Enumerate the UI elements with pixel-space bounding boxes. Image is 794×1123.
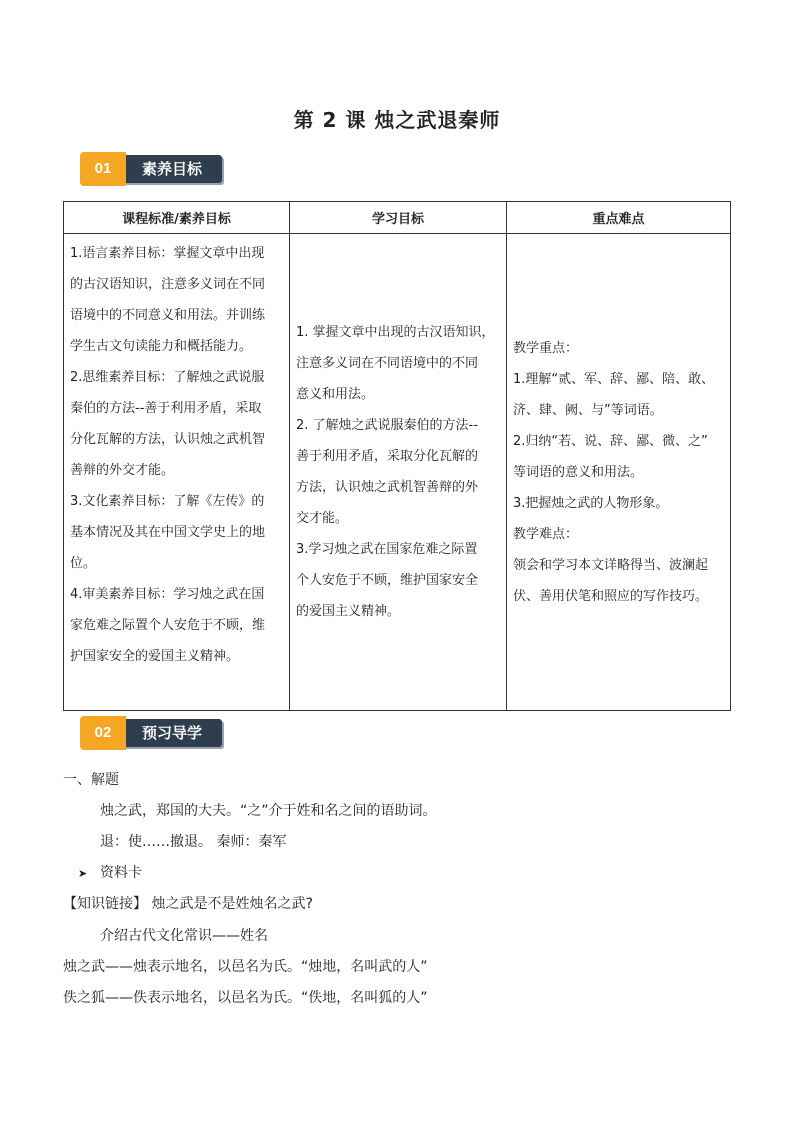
- table-row: [64, 234, 731, 711]
- header-standards: 课程标准/素养目标: [64, 202, 290, 234]
- bullet-item: [78, 863, 142, 884]
- paragraph: 退：使……撤退。 秦师：秦军: [100, 834, 287, 850]
- section-number: 02: [80, 716, 126, 750]
- cell-line: 1.理解“贰、军、辞、鄙、陪、敢、: [513, 371, 715, 387]
- cell-line: 1. 掌握文章中出现的古汉语知识，: [296, 325, 495, 340]
- cell-line: 2.思维素养目标：了解烛之武说服: [70, 370, 265, 385]
- cell-line: 3.文化素养目标：了解《左传》的: [70, 494, 265, 509]
- cell-line: 教学重点：: [513, 340, 579, 356]
- section-label: 素养目标: [122, 155, 222, 183]
- cell-line: 的古汉语知识，注意多义词在不同: [70, 277, 266, 292]
- cell-line: 分化瓦解的方法，认识烛之武机智: [70, 432, 266, 447]
- header-key-points: 重点难点: [507, 202, 731, 234]
- cell-line: 4.审美素养目标：学习烛之武在国: [70, 587, 265, 602]
- section-header-preview: [80, 716, 230, 750]
- standards-cell: [64, 234, 290, 711]
- heading-explanation: 一、解题: [63, 772, 119, 788]
- cell-line: 领会和学习本文详略得当、波澜起: [513, 557, 709, 573]
- goals-table: [63, 201, 731, 711]
- cell-line: 伏、善用伏笔和照应的写作技巧。: [513, 588, 709, 604]
- cell-line: 学生古文句读能力和概括能力。: [70, 339, 253, 354]
- cell-line: 济、肆、阙、与”等词语。: [513, 402, 663, 418]
- cell-line: 家危难之际置个人安危于不顾，维: [70, 618, 266, 633]
- cell-line: 秦伯的方法--善于利用矛盾，采取: [70, 401, 262, 416]
- cell-line: 2. 了解烛之武说服秦伯的方法--: [296, 418, 478, 433]
- arrow-bullet-icon: ➤: [78, 867, 88, 880]
- section-label: 预习导学: [122, 719, 222, 747]
- paragraph: 佚之狐——佚表示地名，以邑名为氏。“佚地，名叫狐的人”: [63, 990, 428, 1006]
- paragraph: 介绍古代文化常识——姓名: [100, 928, 268, 944]
- learning-goals-cell: [290, 234, 507, 711]
- cell-line: 2.归纳“若、说、辞、鄙、微、之”: [513, 433, 708, 449]
- cell-line: 意义和用法。: [296, 387, 375, 402]
- cell-line: 善于利用矛盾，采取分化瓦解的: [296, 449, 479, 464]
- paragraph: 烛之武——烛表示地名，以邑名为氏。“烛地，名叫武的人”: [63, 959, 428, 975]
- cell-line: 注意多义词在不同语境中的不同: [296, 356, 479, 371]
- cell-line: 的爱国主义精神。: [296, 604, 401, 619]
- cell-line: 位。: [70, 556, 97, 571]
- cell-line: 3.学习烛之武在国家危难之际置: [296, 542, 478, 557]
- knowledge-link: [63, 894, 313, 914]
- table-header-row: [64, 202, 731, 234]
- cell-line: 教学难点：: [513, 526, 579, 542]
- link-question: 烛之武是不是姓烛名之武?: [151, 896, 313, 912]
- section-number: 01: [80, 152, 126, 186]
- cell-line: 语境中的不同意义和用法。并训练: [70, 308, 266, 323]
- cell-line: 1.语言素养目标：掌握文章中出现: [70, 246, 265, 261]
- header-learning-goals: 学习目标: [290, 202, 507, 234]
- cell-line: 护国家安全的爱国主义精神。: [70, 649, 240, 664]
- cell-line: 善辩的外交才能。: [70, 463, 175, 478]
- section-header-goals: [80, 152, 230, 186]
- page-title: 第 2 课 烛之武退秦师: [293, 108, 501, 132]
- link-tag: 【知识链接】: [63, 896, 147, 912]
- cell-line: 等词语的意义和用法。: [513, 464, 644, 480]
- cell-line: 个人安危于不顾，维护国家安全: [296, 573, 479, 588]
- bullet-label: 资料卡: [100, 865, 142, 881]
- paragraph: 烛之武，郑国的大夫。“之”介于姓和名之间的语助词。: [100, 803, 437, 819]
- cell-line: 交才能。: [296, 511, 349, 526]
- cell-line: 方法，认识烛之武机智善辩的外: [296, 480, 479, 495]
- cell-line: 基本情况及其在中国文学史上的地: [70, 525, 266, 540]
- key-points-cell: [507, 234, 731, 711]
- cell-line: 3.把握烛之武的人物形象。: [513, 495, 669, 511]
